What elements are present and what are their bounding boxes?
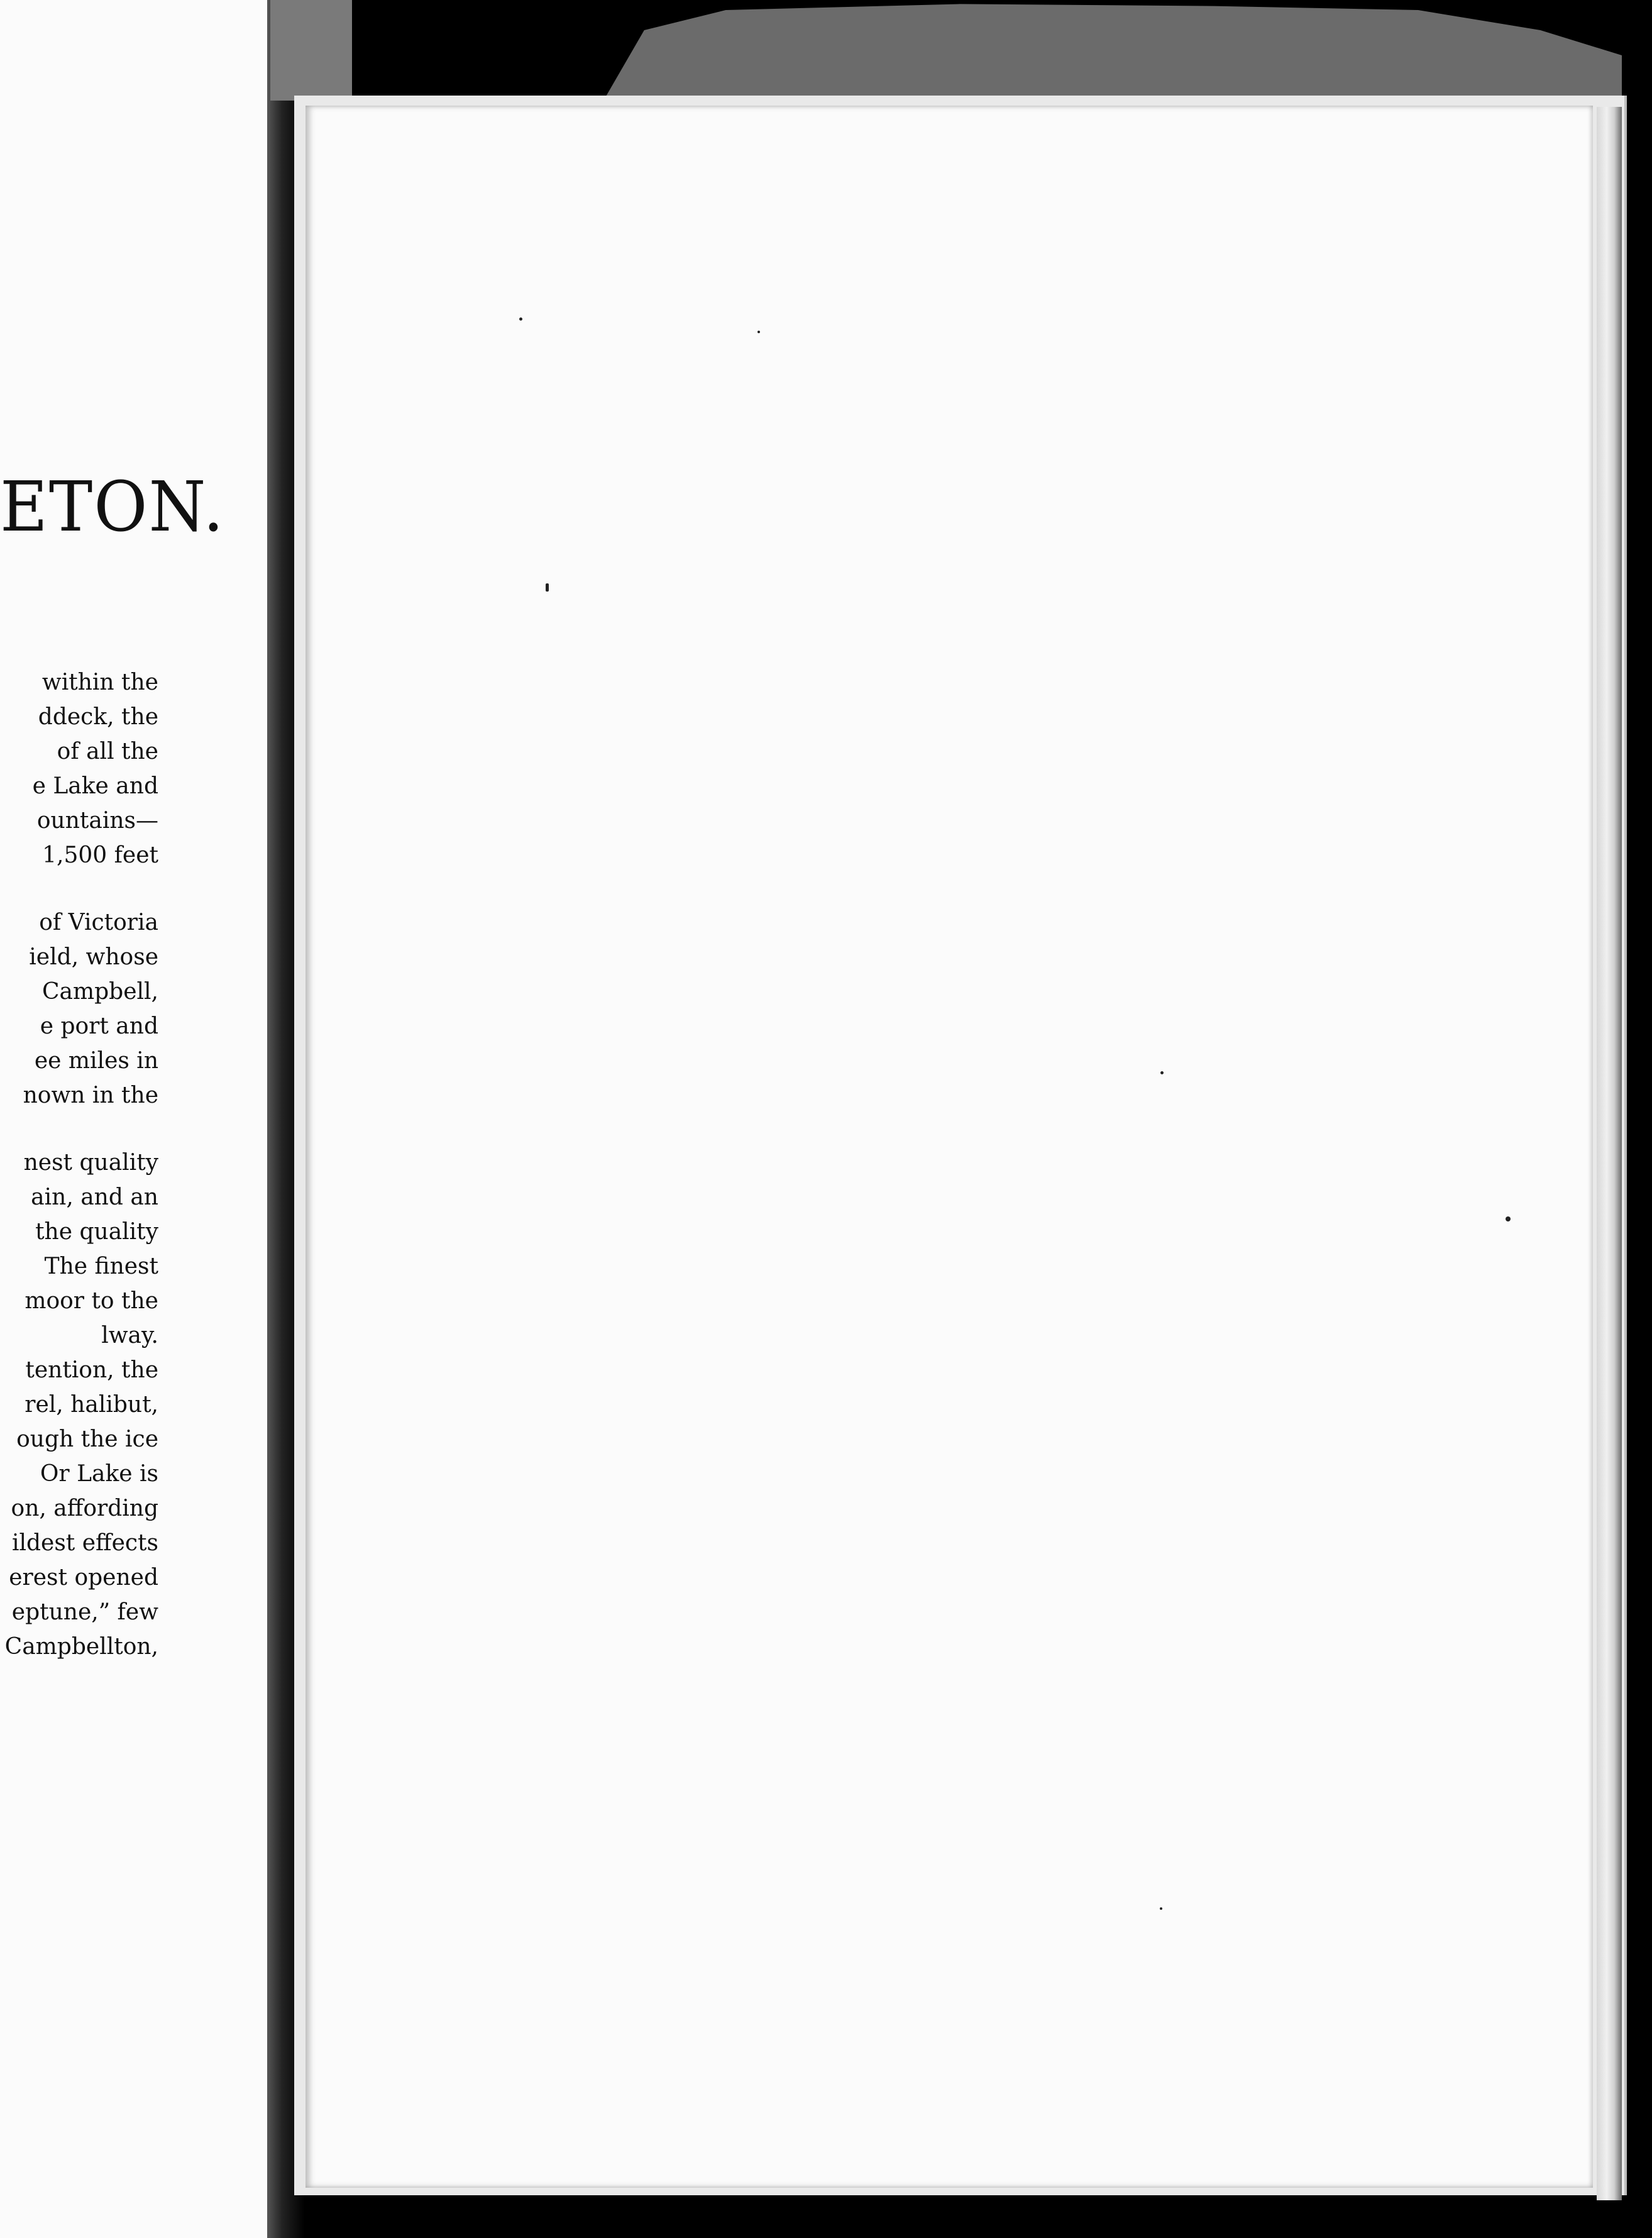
text-line: nest quality: [23, 1150, 158, 1176]
paper-speck: [757, 331, 760, 333]
text-line: rel, halibut,: [25, 1392, 158, 1418]
text-line: the quality: [35, 1219, 158, 1245]
text-line: e port and: [40, 1013, 158, 1039]
paper-speck: [519, 317, 522, 321]
text-line: Campbell,: [41, 979, 158, 1005]
paragraph-gap: [0, 873, 158, 905]
text-line: erest opened: [9, 1565, 158, 1590]
paragraph-gap: [0, 1113, 158, 1145]
text-line: ddeck, the: [38, 704, 158, 730]
text-line: ildest effects: [11, 1530, 158, 1556]
text-line: ain, and an: [31, 1184, 158, 1210]
text-line: ountains—: [36, 808, 158, 834]
previous-page: [0, 0, 267, 2238]
binding-strip: [270, 0, 352, 101]
text-line: tention, the: [25, 1357, 158, 1383]
torn-paper-edge: [603, 0, 1622, 101]
text-line: nown in the: [23, 1083, 158, 1108]
text-line: on, affording: [11, 1496, 158, 1521]
page-heading-fragment: ETON.: [0, 466, 225, 548]
text-line: eptune,” few: [11, 1599, 158, 1625]
text-line: lway.: [101, 1323, 158, 1348]
text-line: moor to the: [25, 1288, 158, 1314]
blank-page: [306, 106, 1593, 2188]
text-line: Or Lake is: [40, 1461, 158, 1487]
paper-speck: [1160, 1071, 1164, 1074]
text-line: ee miles in: [34, 1048, 158, 1074]
text-line: Campbellton,: [4, 1634, 158, 1660]
paper-speck: [546, 583, 549, 592]
text-line: of all the: [57, 739, 158, 764]
text-line: 1,500 feet: [42, 842, 158, 868]
text-line: within the: [41, 670, 158, 695]
text-line: ough the ice: [16, 1426, 158, 1452]
paper-speck: [1160, 1907, 1162, 1910]
text-line: The finest: [44, 1254, 158, 1279]
text-line: of Victoria: [39, 910, 158, 935]
body-text-fragment: [0, 665, 158, 1664]
page-stack-edge: [1597, 107, 1622, 2200]
text-line: ield, whose: [29, 944, 158, 970]
paper-speck: [1506, 1216, 1511, 1221]
text-line: e Lake and: [32, 773, 158, 799]
